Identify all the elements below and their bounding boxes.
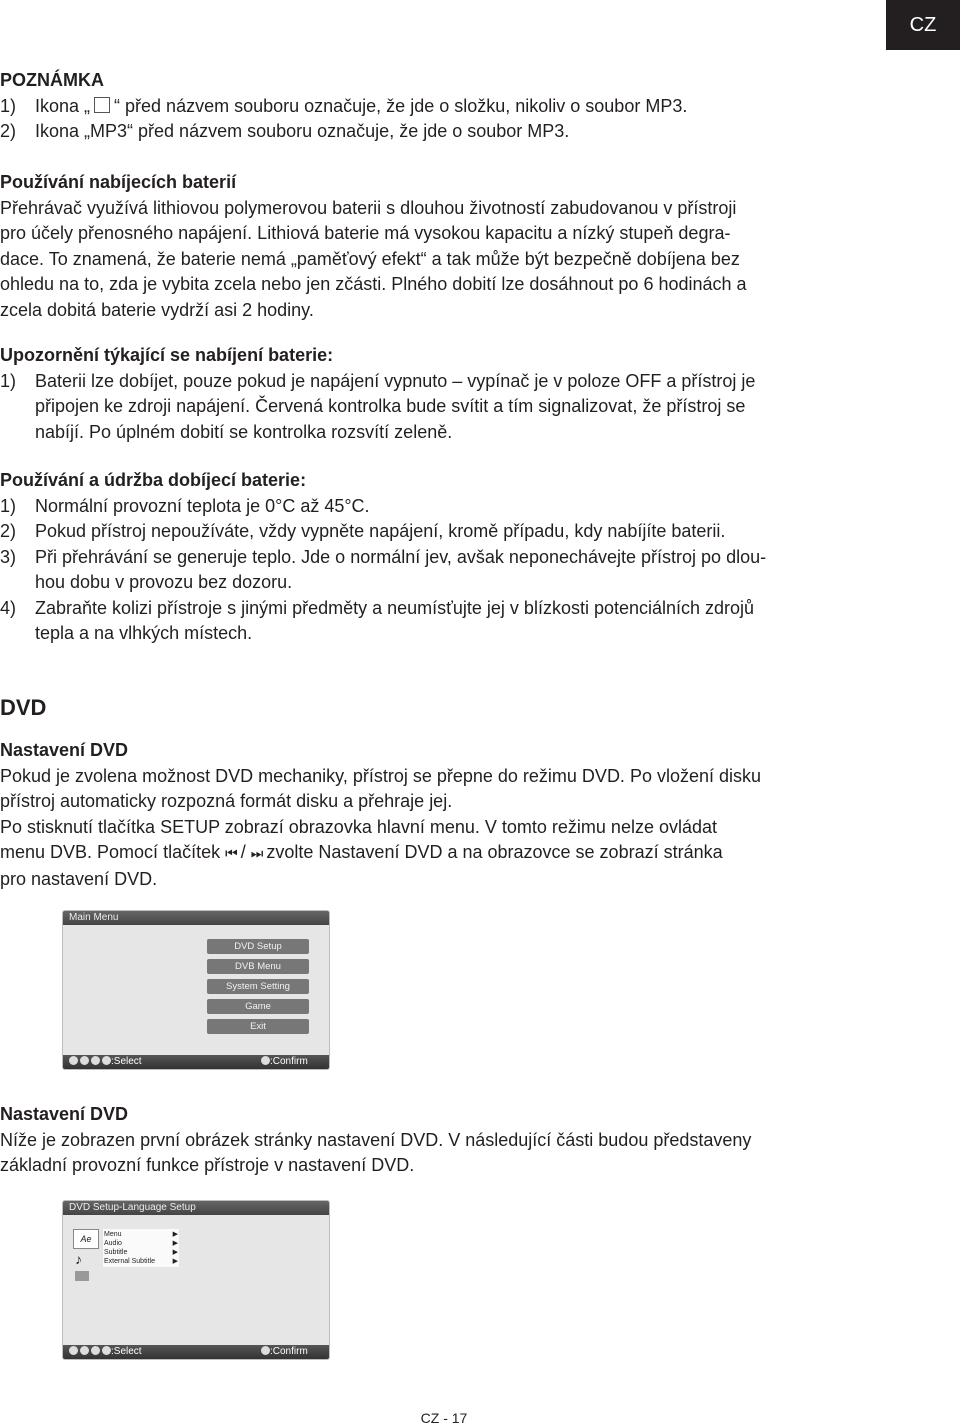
warning-line: Baterii lze dobíjet, pouze pokud je napájení vypnuto – vypínač je v poloze OFF a přístroj je (35, 370, 756, 391)
list-number: 1) (0, 95, 17, 116)
care-line: Pokud přístroj nepoužíváte, vždy vypněte napájení, kromě případu, kdy nabíjíte baterii. (35, 521, 726, 541)
care-line: Při přehrávání se generuje teplo. Jde o normální jev, avšak neponechávejte přístroj po dlou- (35, 546, 767, 567)
dvd-setup2-title: Nastavení DVD (0, 1104, 129, 1124)
language-setup-hint-bar (63, 1345, 329, 1359)
audio-icon[interactable]: ♪ (75, 1251, 82, 1267)
menu-item-game[interactable]: Game (207, 999, 309, 1014)
language-setup-title: DVD Setup-Language Setup (63, 1201, 329, 1215)
enter-icon (261, 1056, 270, 1065)
next-icon: ⏭ (250, 845, 262, 861)
arrow-right-icon: ▶ (172, 1258, 178, 1265)
arrow-right-icon: ▶ (172, 1231, 178, 1238)
up-arrow-icon (80, 1056, 89, 1065)
note-text-post: “ před názvem souboru označuje, že jde o složku, nikoliv o soubor MP3. (114, 95, 688, 116)
list-number: 4) (0, 597, 17, 618)
language-icon[interactable]: Ae (73, 1229, 99, 1249)
note-item-1 (0, 94, 880, 120)
battery-line: pro účely přenosného napájení. Lithiová baterie má vysokou kapacitu a nízký stupeň degra- (0, 223, 731, 243)
down-arrow-icon (91, 1056, 100, 1065)
dvd-setup-line: Pokud je zvolena možnost DVD mechaniky, přístroj se přepne do režimu DVD. Po vložení disku (0, 765, 762, 786)
battery-section (0, 170, 880, 323)
right-arrow-icon (102, 1346, 111, 1355)
care-line: hou dobu v provozu bez dozoru. (35, 572, 293, 592)
dvd-setup2-line: základní provozní funkce přístroje v nastavení DVD. (0, 1155, 415, 1175)
note-text-pre: Ikona „ (35, 95, 91, 116)
warning-section (0, 343, 880, 445)
video-icon[interactable] (75, 1271, 89, 1281)
warning-line: připojen ke zdroji napájení. Červená kontrolka bude svítit a tím signalizovat, že přístroj se (35, 396, 746, 416)
care-line: tepla a na vlhkých místech. (35, 623, 253, 643)
setting-external-subtitle[interactable]: External Subtitle ▶ (104, 1258, 178, 1265)
warning-line: nabíjí. Po úplném dobití se kontrolka rozsvítí zeleně. (35, 421, 453, 442)
dvd-setup-section (0, 738, 880, 892)
warning-title: Upozornění týkající se nabíjení baterie: (0, 345, 334, 365)
care-title: Používání a údržba dobíjecí baterie: (0, 470, 307, 490)
battery-line: ohledu na to, zda je vybita zcela nebo jen zčásti. Plného dobití lze dosáhnout po 6 hodinách a (0, 274, 747, 294)
care-item-3 (0, 545, 880, 596)
dvd-setup-line: pro nastavení DVD. (0, 868, 158, 889)
dvd-setup-line: Po stisknutí tlačítka SETUP zobrazí obrazovka hlavní menu. V tomto režimu nelze ovládat (0, 816, 718, 837)
list-number: 3) (0, 546, 17, 567)
list-number: 2) (0, 521, 17, 541)
battery-line: Přehrávač využívá lithiovou polymerovou baterii s dlouhou životností zabudovanou v přístroji (0, 197, 737, 218)
setting-audio[interactable]: Audio ▶ (104, 1240, 178, 1247)
dvd-setup-title: Nastavení DVD (0, 740, 129, 760)
menu-item-dvd-setup[interactable]: DVD Setup (207, 939, 309, 954)
right-arrow-icon (102, 1056, 111, 1065)
main-menu-screen (62, 910, 330, 1070)
arrow-right-icon: ▶ (172, 1240, 178, 1247)
care-item-2 (0, 519, 880, 545)
dvd-setup-line: přístroj automaticky rozpozná formát disku a přehraje jej. (0, 791, 453, 811)
dvd-setup2-line: Níže je zobrazen první obrázek stránky nastavení DVD. V následující části budou představeny (0, 1129, 752, 1150)
warning-item-1 (0, 369, 880, 446)
left-arrow-icon (69, 1056, 78, 1065)
dvd-heading-wrap (0, 695, 880, 721)
previous-icon: ⏮ (225, 845, 236, 861)
care-line: Normální provozní teplota je 0°C až 45°C. (35, 495, 370, 516)
select-hint: :Select (111, 1056, 142, 1067)
care-section (0, 468, 880, 647)
care-item-1 (0, 494, 880, 520)
down-arrow-icon (91, 1346, 100, 1355)
setting-subtitle[interactable]: Subtitle ▶ (104, 1249, 178, 1256)
left-arrow-icon (69, 1346, 78, 1355)
care-line: Zabraňte kolizi přístroje s jinými předměty a neumísťujte jej v blízkosti potenciálních zdrojů (35, 597, 755, 618)
setting-menu[interactable]: Menu ▶ (104, 1231, 178, 1238)
note-text: Ikona „MP3“ před názvem souboru označuje, že jde o soubor MP3. (35, 121, 570, 141)
confirm-hint: :Confirm (270, 1346, 308, 1357)
folder-icon (94, 97, 110, 113)
dvd-setup2-section (0, 1102, 880, 1179)
language-menu (103, 1229, 179, 1267)
care-item-4 (0, 596, 880, 647)
battery-title: Používání nabíjecích baterií (0, 172, 237, 192)
main-menu-title: Main Menu (63, 911, 329, 925)
up-arrow-icon (80, 1346, 89, 1355)
main-menu-hint-bar (63, 1055, 329, 1069)
enter-icon (261, 1346, 270, 1355)
dvd-heading: DVD (0, 695, 47, 720)
menu-item-exit[interactable]: Exit (207, 1019, 309, 1034)
list-number: 1) (0, 370, 17, 391)
battery-line: dace. To znamená, že baterie nemá „paměťový efekt“ a tak může být bezpečně dobíjena bez (0, 248, 740, 269)
dvd-setup-line: menu DVB. Pomocí tlačítek ⏮ / ⏭ zvolte Nastavení DVD a na obrazovce se zobrazí stránka (0, 842, 723, 862)
arrow-right-icon: ▶ (172, 1249, 178, 1256)
note-section (0, 68, 880, 145)
note-title: POZNÁMKA (0, 70, 104, 90)
note-item-2 (0, 119, 880, 145)
page-number: CZ - 17 (420, 1410, 468, 1426)
language-setup-screen (62, 1200, 330, 1360)
menu-item-dvb-menu[interactable]: DVB Menu (207, 959, 309, 974)
list-number: 2) (0, 121, 17, 141)
confirm-hint: :Confirm (270, 1056, 308, 1067)
language-tab: CZ (886, 0, 960, 50)
battery-line: zcela dobitá baterie vydrží asi 2 hodiny. (0, 299, 314, 320)
select-hint: :Select (111, 1346, 142, 1357)
list-number: 1) (0, 495, 17, 516)
menu-item-system-setting[interactable]: System Setting (207, 979, 309, 994)
